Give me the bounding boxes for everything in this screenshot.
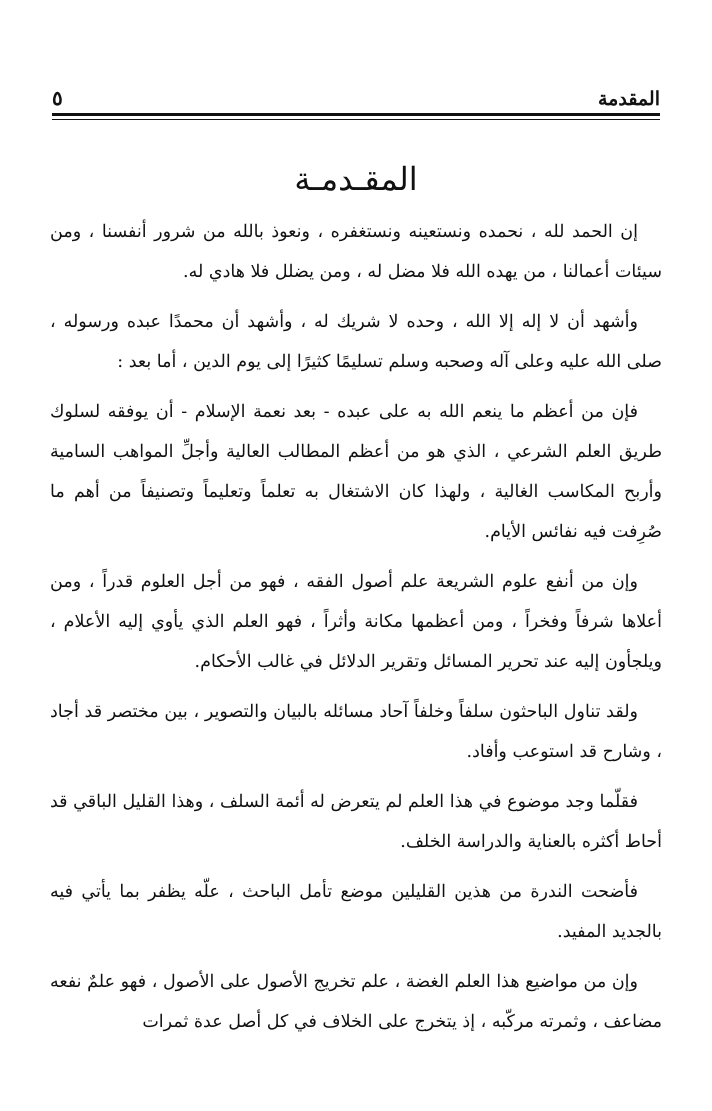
paragraph: وإن من مواضيع هذا العلم الغضة ، علم تخريج الأصول على الأصول ، فهو علمٌ نفعه مضاعف ، وثمرته مركّبه ، إذ يتخرج على الخلاف في كل أصل عدة ثمرات	[50, 972, 662, 1032]
paragraph: ولقد تناول الباحثون سلفاً وخلفاً آحاد مسائله بالبيان والتصوير ، بين مختصر قد أجاد ، وشارح قد استوعب وأفاد.	[50, 702, 662, 762]
paragraph: فقلّما وجد موضوع في هذا العلم لم يتعرض له أئمة السلف ، وهذا القليل الباقي قد أحاط أكثره بالعناية والدراسة الخلف.	[50, 792, 662, 852]
running-title: المقدمة	[597, 88, 660, 110]
paragraph: فأضحت الندرة من هذين القليلين موضع تأمل الباحث ، علّه يظفر بما يأتي فيه بالجديد المفيد.	[50, 882, 662, 942]
paragraph: إن الحمد لله ، نحمده ونستعينه ونستغفره ، ونعوذ بالله من شرور أنفسنا ، ومن سيئات أعمالنا ، من يهده الله فلا مضل له ، ومن يضلل فلا هادي له.	[50, 222, 662, 282]
header-rule-thin	[52, 119, 660, 120]
section-title: المقـدمـة	[294, 160, 418, 198]
paragraph: فإن من أعظم ما ينعم الله به على عبده - بعد نعمة الإسلام - أن يوفقه لسلوك طريق العلم الشرعي ، الذي هو من أعظم المطالب العالية وأجلِّ المواهب السامية وأربح المكاسب الغالية ، ولهذا كان الاشتغال به تعلماً وتعليماً وتصنيفاً من أهم ما صُرِفت فيه نفائس الأيام.	[50, 402, 662, 542]
paragraph: وأشهد أن لا إله إلا الله ، وحده لا شريك له ، وأشهد أن محمدًا عبده ورسوله ، صلى الله عليه وعلى آله وصحبه وسلم تسليمًا كثيرًا إلى يوم الدين ، أما بعد :	[50, 312, 662, 372]
header-rule-thick	[52, 113, 660, 116]
running-header	[52, 80, 660, 110]
page-number: ٥	[52, 86, 63, 110]
body-text	[50, 212, 662, 1052]
paragraph: وإن من أنفع علوم الشريعة علم أصول الفقه ، فهو من أجل العلوم قدراً ، ومن أعلاها شرفاً وفخراً ، ومن أعظمها مكانة وأثراً ، فهو العلم الذي يأوي إليه الأعلام ، ويلجأون إليه عند تحرير المسائل وتقرير الدلائل في غالب الأحكام.	[50, 572, 662, 672]
